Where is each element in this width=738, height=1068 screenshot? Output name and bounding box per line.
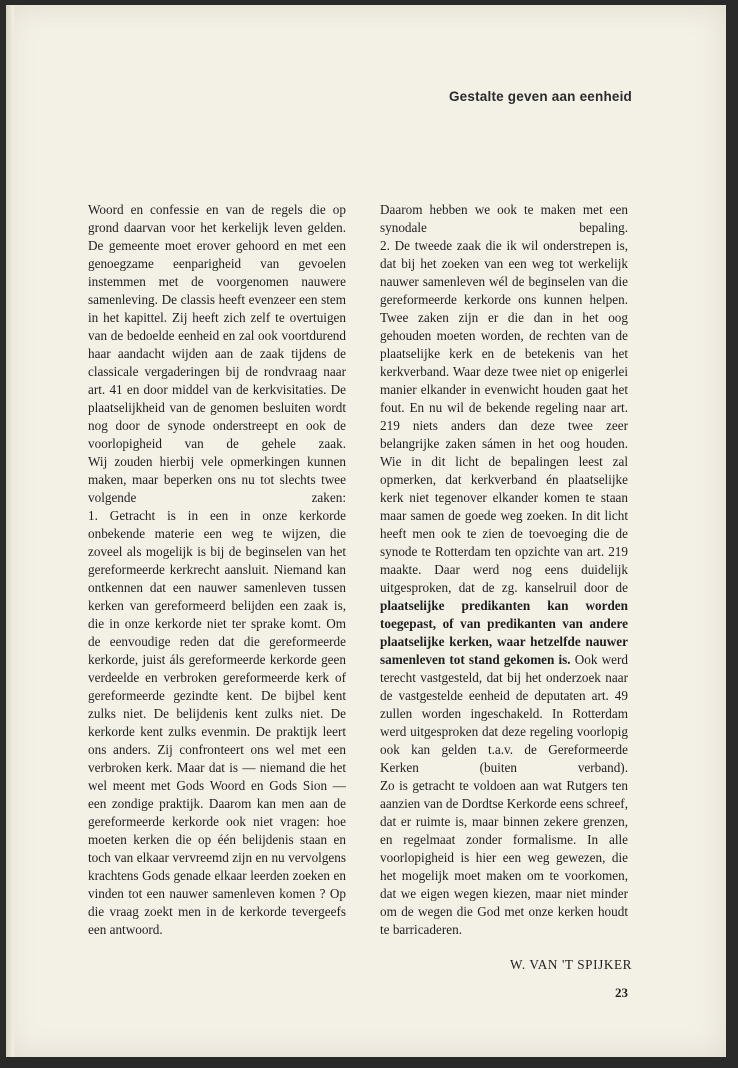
paragraph: Daarom hebben we ook te maken met een synodale bepaling.	[380, 202, 628, 235]
text-column-left	[88, 201, 346, 939]
paragraph: Woord en confessie en van de regels die op grond daarvan voor het kerkelijk leven gelden. De gemeente moet erover gehoord en met een genoegzame eenparigheid van gevoelen instemmen met de voorgenomen nauwere samenleving. De classis heeft evenzeer een stem in het kapittel. Zij heeft zich zelf te overtuigen van de bedoelde eenheid en zal ook voortdurend haar aandacht wijden aan de zaak tijdens de classicale vergaderingen bij de rondvraag naar art. 41 en door middel van de kerkvisitaties. De plaatselijkheid van de genomen besluiten wordt nog door de synode onderstreept en ook de voorlopigheid van de gehele zaak.	[88, 202, 346, 451]
page-number: 23	[615, 985, 628, 1000]
author-signature: W. VAN 'T SPIJKER	[509, 957, 632, 972]
book-page	[6, 5, 726, 1057]
text-column-right	[380, 201, 628, 939]
paragraph: Zo is getracht te voldoen aan wat Rutgers ten aanzien van de Dordtse Kerkorde eens schreef, dat er ruimte is, maar binnen zekere grenzen, en regelmaat zonder formalisme. In alle voorlopigheid is hier een weg gewezen, die het mogelijk moet maken om te voorkomen, dat we eigen wegen kiezen, maar niet minder om de wegen die God met onze kerken houdt te barricaderen.	[380, 778, 628, 937]
running-header: Gestalte geven aan eenheid	[448, 89, 632, 104]
paragraph: 1. Getracht is in een in onze kerkorde onbekende materie een weg te wijzen, die zoveel als mogelijk is bij de beginselen van het gereformeerde kerkrecht aansluit. Niemand kan ontkennen dat een nauwer samenleven tussen kerken van gereformeerd belijden een zaak is, die in onze kerkorde niet ter sprake komt. Om de eenvoudige reden dat die gereformeerde kerkorde, juist áls gereformeerde kerkorde geen verdeelde en verbroken gereformeerde kerk of gereformeerde gezindte kent. De bijbel kent zulks niet. De belijdenis kent zulks niet. De kerkorde kent zulks evenmin. De praktijk leert ons anders. Zij confronteert ons wel met een verbroken kerk. Maar dat is — niemand die het wel meent met Gods Woord en Gods Sion — een zondige praktijk. Daarom kan men aan de gereformeerde kerkorde ook niet vragen: hoe moeten kerken die op één belijdenis staan en toch van elkaar vervreemd zijn en nu vervolgens krachtens Gods genade elkaar leerden zoeken en vinden tot een nauwer samenleven komen ? Op die vraag zoekt men in de kerkorde tevergeefs een antwoord.	[88, 508, 346, 937]
bold-emphasis: plaatselijke predikanten kan worden toegepast, of van predikanten van andere plaatselijke kerken, waar hetzelfde nauwer samenleven tot stand gekomen is.	[380, 598, 628, 667]
paragraph: Wij zouden hierbij vele opmerkingen kunnen maken, maar beperken ons nu tot slechts twee volgende zaken:	[88, 454, 346, 505]
paragraph-text: Ook werd terecht vastgesteld, dat bij het onderzoek naar de vastgestelde eenheid de deputaten art. 49 zullen worden ingeschakeld. In Rotterdam werd uitgesproken dat deze regeling voorlopig ook kan gelden t.a.v. de Gereformeerde Kerken (buiten verband).	[380, 652, 628, 775]
page-gutter	[6, 5, 14, 1057]
paragraph-text: 2. De tweede zaak die ik wil onderstrepen is, dat bij het zoeken van een weg tot werkelijk nauwer samenleven wél de beginselen van die gereformeerde kerkorde ons kunnen helpen. Twee zaken zijn er die dan in het oog gehouden moeten worden, de rechten van de plaatselijke kerk en de betekenis van het kerkverband. Waar deze twee niet op enigerlei manier elkander in evenwicht houden gaat het fout. En nu wil de bekende regeling naar art. 219 niets anders dan deze twee zeer belangrijke zaken sámen in het oog houden. Wie in dit licht de bepalingen leest zal opmerken, dat kerkverband én plaatselijke kerk niet tegenover elkander komen te staan maar samen de goede weg zoeken. In dit licht heeft men ook te zien de toevoeging die de synode te Rotterdam ten opzichte van art. 219 maakte. Daar werd nog eens duidelijk uitgesproken, dat de zg. kanselruil door de	[380, 238, 628, 595]
paragraph	[380, 237, 628, 777]
